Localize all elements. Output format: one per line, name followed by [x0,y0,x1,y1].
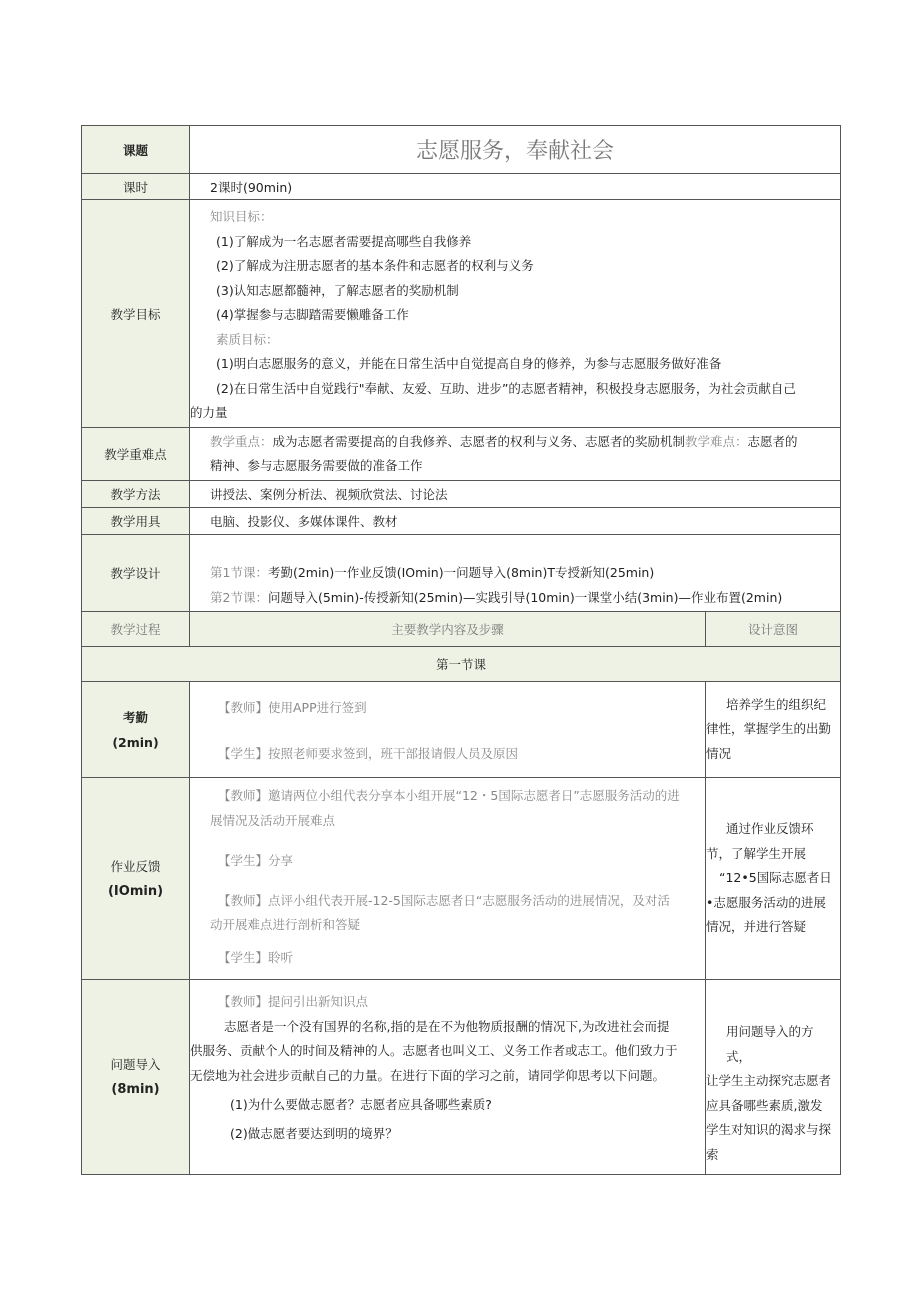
key-points-row [82,428,841,481]
difficult-text-continued: 精神、参与志愿服务需要做的准备工作 [210,458,423,473]
step-time: (8min) [111,1082,160,1097]
step-name: 作业反馈 [110,858,161,874]
lesson2-text: 问题导入(5min)-传授新知(25min)—实践引导(10min)一课堂小结(3min)—作业布置(2min) [267,589,783,605]
quality-item-continued: 的力量 [190,405,228,420]
intent-line: 让学生主动探究志愿者 [706,1073,832,1088]
key-points-content [190,428,841,481]
step-homework-row [82,778,841,980]
tools-row [82,508,841,535]
student-line: 【学生】按照老师要求签到，班干部报请假人员及原因 [218,746,519,761]
topic-label: 课题 [82,126,190,174]
lesson-plan-table [81,125,841,1175]
quality-title: 素质目标： [216,331,279,347]
step-intro-label [82,980,190,1175]
key-text: 成为志愿者需要提高的自我修养、志愿者的权利与义务、志愿者的奖励机制 [272,433,686,449]
difficult-text: 志愿者的 [747,433,798,449]
teacher-line-continued: 展情况及活动开展难点 [210,812,336,828]
methods-label: 教学方法 [82,481,190,508]
tools-label: 教学用具 [82,508,190,535]
lesson2-title: 第2节课： [210,589,268,605]
intent-line: 律性，掌握学生的出勤 [706,721,832,737]
knowledge-item: (4)掌握参与志脚踏需要懒雕备工作 [216,307,409,322]
knowledge-item: (3)认知志愿都髓神，了解志愿者的奖励机制 [216,282,459,298]
intent-col-header: 设计意图 [706,612,841,647]
step-attendance-label [82,682,190,778]
teacher-line: 【教师】提问引出新知识点 [218,994,369,1009]
intent-line: •志愿服务活动的进展 [706,894,826,910]
intent-line: 通过作业反馈环 [726,821,814,837]
content-col-header: 主要教学内容及步骤 [190,612,706,647]
key-title: 教学重点： [210,433,273,449]
step-homework-intent [706,778,841,980]
hours-label: 课时 [82,174,190,200]
design-content [190,535,841,612]
objectives-row [82,200,841,428]
quality-item: (2)在日常生活中自觉践行"奉献、友爱、互助、进步”的志愿者精神，积极投身志愿服务，为社会贡献自己 [216,380,796,396]
knowledge-title: 知识目标： [210,209,273,224]
page-title: 志愿服务，奉献社会 [190,126,841,174]
intent-line: “12•5国际志愿者日 [719,870,832,886]
step-attendance-content [190,682,706,778]
lesson1-title: 第1节课： [210,565,268,580]
objectives-content [190,200,841,428]
intent-line: 情况，并进行答疑 [706,919,807,935]
knowledge-item: (1)了解成为一名志愿者需要提高哪些自我修养 [216,233,472,249]
difficult-title: 教学难点： [685,433,748,449]
step-homework-label [82,778,190,980]
step-time: (IOmin) [107,883,164,899]
section-row [82,647,841,682]
design-label: 教学设计 [82,535,190,612]
objectives-label: 教学目标 [82,200,190,428]
intent-line: 用问题导入的方式， [726,1024,814,1064]
teacher-line: 【教师】点评小组代表开展-12-5国际志愿者日“志愿服务活动的进展情况，及对活 [218,892,670,908]
step-attendance-intent [706,682,841,778]
teacher-line: 【教师】使用APP进行签到 [218,700,367,715]
intro-paragraph: 供服务、贡献个人的时间及精神的人。志愿者也叫义工、义务工作者或志工。他们致力于 [190,1043,678,1058]
methods-row [82,481,841,508]
step-time: (2min) [112,734,159,750]
intent-line: 情况 [706,745,732,761]
intro-paragraph: 无偿地为社会进步贡献自己的力量。在进行下面的学习之前，请同学仰思考以下问题。 [190,1067,666,1083]
intro-paragraph: 志愿者是一个没有国界的名称,指的是在不为他物质报酬的情况下,为改进社会而提 [224,1018,670,1034]
step-name: 考勤 [122,709,148,725]
methods-value: 讲授法、案例分析法、视频欣赏法、讨论法 [190,481,841,508]
step-intro-row [82,980,841,1175]
key-points-label: 教学重难点 [82,428,190,481]
step-intro-intent [706,980,841,1175]
tools-value: 电脑、投影仪、多媒体课件、教材 [190,508,841,535]
knowledge-item: (2)了解成为注册志愿者的基本条件和志愿者的权利与义务 [216,258,534,273]
step-attendance-row [82,682,841,778]
lesson1-text: 考勤(2min)一作业反馈(IOmin)一问题导入(8min)T专授新知(25min) [267,565,655,580]
process-col-header: 教学过程 [82,612,190,647]
section-title: 第一节课 [82,647,841,682]
intent-line: 节，了解学生开展 [706,845,807,861]
teacher-line-continued: 动开展难点进行剖析和答疑 [210,917,361,932]
teacher-line: 【教师】邀请两位小组代表分享本小组开展“12・5国际志愿者日”志愿服务活动的进 [218,788,680,803]
question-item: (1)为什么要做志愿者？志愿者应具备哪些素质? [230,1096,492,1112]
intent-line: 培养学生的组织纪 [726,696,827,712]
process-header-row [82,612,841,647]
intent-line: 学生对知识的渴求与探 [706,1122,832,1137]
intent-line: 应具备哪些素质,激发 [706,1097,823,1113]
design-row [82,535,841,612]
question-item: (2)做志愿者要达到明的境界？ [230,1125,398,1141]
student-line: 【学生】分享 [218,852,294,868]
student-line: 【学生】聆听 [218,950,294,965]
hours-row [82,174,841,200]
topic-row [82,126,841,174]
intent-line: 索 [706,1146,719,1162]
quality-item: (1)明白志愿服务的意义，并能在日常生活中自觉提高自身的修养，为参与志愿服务做好准备 [216,356,722,371]
step-name: 问题导入 [110,1057,161,1072]
hours-value: 2课时(90min) [190,174,841,200]
step-intro-content [190,980,706,1175]
step-homework-content [190,778,706,980]
